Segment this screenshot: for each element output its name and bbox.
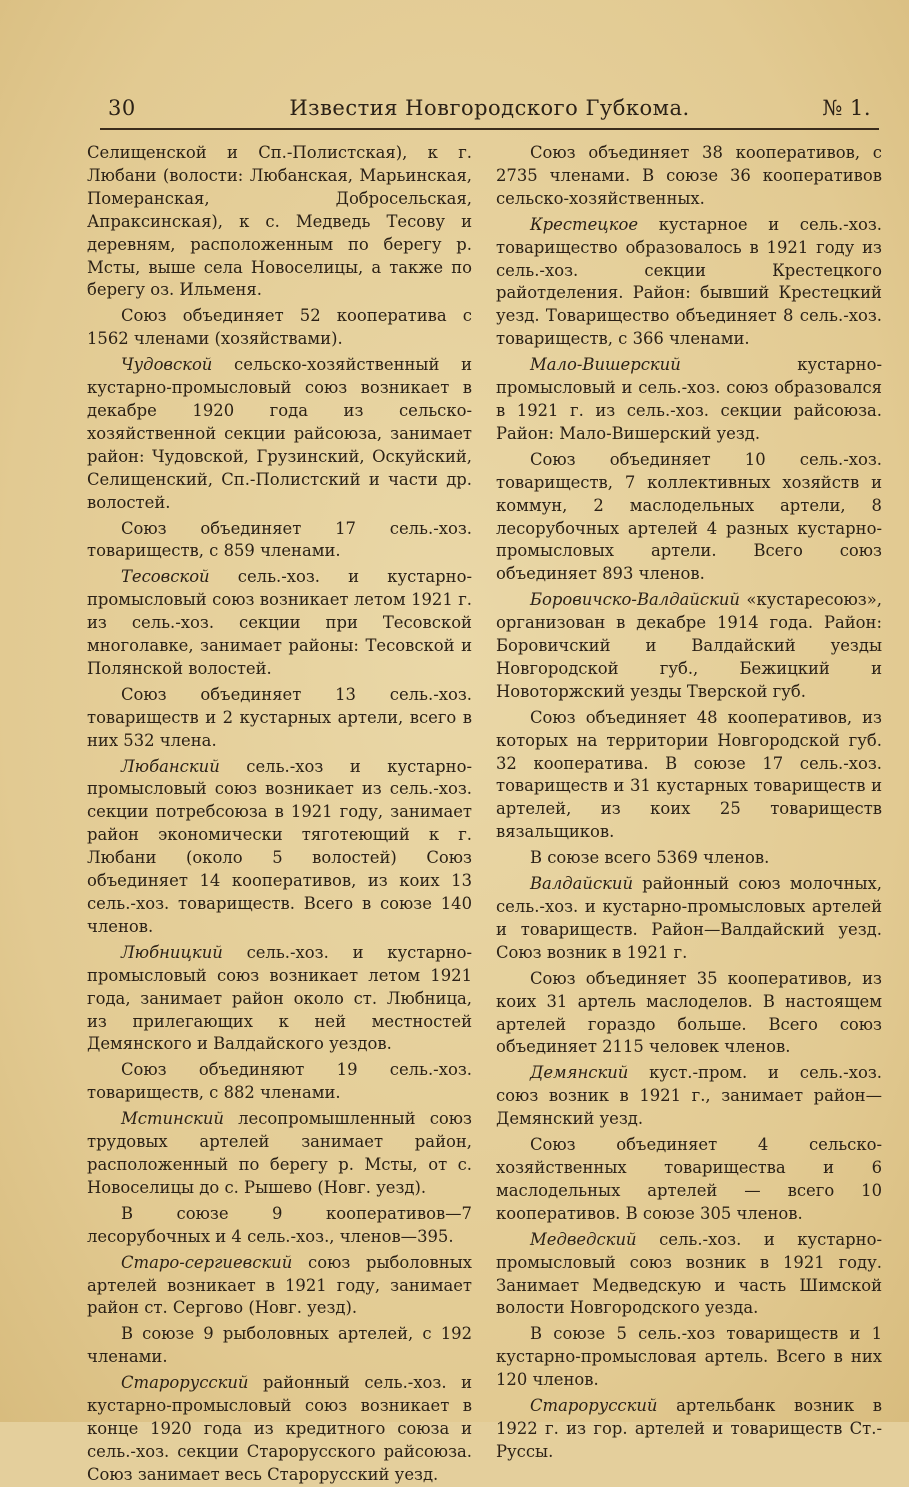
union-name: Старорусский [121, 1373, 249, 1393]
paragraph-text: сель.-хоз и кустарно-промысловый союз возникает из сель.-хоз. секции потребсоюза в 1921 году, занимает район экономически тяготеющий к г. Любани (около 5 волостей) Союз объединяет 14 кооперативов, из коих 13 сель.-хоз. товариществ. Всего в союзе 140 членов. [87, 756, 472, 936]
paragraph [87, 1372, 472, 1487]
paragraph [496, 589, 882, 704]
paragraph [87, 942, 472, 1057]
paragraph-text: Селищенской и Сп.-Полистская), к г. Любани (волости: Любанская, Марьинская, Померанская, Добросельская, Апраксинская), к с. Медведь Тесову и деревням, расположенным по берегу р. Мсты, выше села Новоселицы, а также по берегу оз. Ильменя. [87, 143, 472, 300]
paragraph [87, 1203, 472, 1249]
paragraph-text: «кустаресоюз», организован в декабре 1914 года. Район: Боровичский и Валдайский уезды Новгородской губ., Бежицкий и Новоторжский уезды Тверской губ. [496, 590, 882, 701]
paragraph-text: сельско-хозяйственный и кустарно-промысловый союз возникает в декабре 1920 года из сельско-хозяйственной секции райсоюза, занимает район: Чудовской, Грузинский, Оскуйский, Селищенский, Сп.-Полистский и части др. волостей. [87, 355, 472, 512]
paragraph [87, 756, 472, 939]
paragraph [496, 214, 882, 351]
paragraph-text: кустарно-промысловый и сель.-хоз. союз образовался в 1921 г. из сель.-хоз. секции райсоюза. Район: Мало-Вишерский уезд. [496, 355, 882, 443]
paragraph-text: сель.-хоз. и кустарно-промысловый союз возник в 1921 году. Занимает Медведскую и часть Шимской волости Новгородского уезда. [496, 1229, 882, 1318]
paragraph-text: В союзе 5 сель.-хоз товариществ и 1 кустарно-промысловая артель. Всего в них 120 членов. [496, 1324, 882, 1390]
paragraph [496, 1229, 882, 1321]
paragraph-text: Союз объединяет 10 сель.-хоз. товариществ, 7 коллективных хозяйств и коммун, 2 маслодельных артели, 8 лесорубочных артелей 4 разных кустарно-промысловых артели. Всего союз объединяет 893 членов. [496, 449, 882, 584]
paragraph [87, 354, 472, 514]
paragraph-text: Союз объединяет 4 сельско-хозяйственных товарищества и 6 маслодельных артелей — всего 10 кооперативов. В союзе 305 членов. [496, 1135, 882, 1223]
union-name: Боровичско-Валдайский [530, 590, 740, 610]
paragraph-text: куст.-пром. и сель.-хоз. союз возник в 1921 г., занимает район—Демянский уезд. [496, 1063, 882, 1129]
paragraph [496, 1323, 882, 1392]
paragraph [87, 142, 472, 302]
paragraph-text: сель.-хоз. и кустарно-промысловый союз возникает летом 1921 года, занимает район около ст. Любница, из прилегающих к ней местностей Демянского и Валдайского уездов. [87, 942, 472, 1054]
paragraph-text: Союз объединяет 38 кооперативов, с 2735 членами. В союзе 36 кооперативов сельско-хозяйственных. [496, 143, 882, 208]
paragraph [87, 1323, 472, 1369]
paragraph-text: артельбанк возник в 1922 г. из гор. артелей и товариществ Ст.-Руссы. [496, 1396, 882, 1461]
union-name: Тесовской [121, 567, 210, 587]
paragraph-text: Союз объединяет 17 сель.-хоз. товариществ, с 859 членами. [87, 518, 472, 561]
page-header [108, 96, 871, 130]
paragraph [87, 1108, 472, 1200]
union-name: Мстинский [121, 1109, 224, 1129]
paragraph [496, 1062, 882, 1131]
paragraph [496, 449, 882, 586]
paragraph-text: лесопромышленный союз трудовых артелей занимает район, расположенный по берегу р. Мсты, от с. Новоселицы до с. Рышево (Новг. уезд). [87, 1109, 472, 1197]
paragraph [87, 1252, 472, 1321]
paragraph-text: районный союз молочных, сель.-хоз. и кустарно-промысловых артелей и товариществ. Район—Валдайский уезд. Союз возник в 1921 г. [496, 874, 882, 962]
union-name: Старорусский [530, 1396, 658, 1416]
union-name: Чудовской [121, 355, 213, 375]
paragraph-text: Союз объединяют 19 сель.-хоз. товариществ, с 882 членами. [87, 1060, 472, 1103]
union-name: Крестецкое [530, 214, 639, 234]
paragraph-text: Союз объединяет 13 сель.-хоз. товариществ и 2 кустарных артели, всего в них 532 члена. [87, 684, 472, 750]
paragraph-text: кустарное и сель.-хоз. товарищество образовалось в 1921 году из сель.-хоз. секции Крестецкого райотделения. Район: бывший Крестецкий уезд. Товарищество объединяет 8 сель.-хоз. товариществ, с 366 членами. [496, 214, 882, 349]
paragraph [87, 1059, 472, 1105]
paragraph [87, 566, 472, 681]
union-name: Любницкий [121, 942, 223, 962]
union-name: Любанский [121, 756, 220, 776]
paragraph-text: В союзе всего 5369 членов. [530, 848, 770, 868]
paragraph-text: районный сель.-хоз. и кустарно-промысловый союз возникает в конце 1920 года из кредитного союза и сель.-хоз. секции Старорусского райсоюза. Союз занимает весь Старорусский уезд. [87, 1373, 472, 1484]
right-column [496, 142, 882, 1464]
paragraph-text: В союзе 9 рыболовных артелей, с 192 членами. [87, 1324, 472, 1367]
paragraph [87, 305, 472, 351]
union-name: Демянский [530, 1063, 629, 1083]
union-name: Старо-сергиевский [121, 1252, 293, 1272]
union-name: Медведский [530, 1229, 637, 1249]
paragraph [496, 847, 882, 870]
union-name: Мало-Вишерский [530, 355, 681, 375]
paragraph-text: Союз объединяет 35 кооперативов, из коих 31 артель маслоделов. В настоящем артелей гораздо больше. Всего союз объединяет 2115 человек членов. [496, 968, 882, 1057]
paragraph [496, 1134, 882, 1226]
issue-number: № 1. [822, 96, 871, 120]
paragraph [87, 518, 472, 564]
paragraph-text: Союз объединяет 52 кооператива с 1562 членами (хозяйствами). [87, 306, 472, 349]
left-column [87, 142, 472, 1487]
header-rule [100, 128, 879, 130]
paragraph [496, 354, 882, 446]
paragraph [496, 873, 882, 965]
paragraph [496, 968, 882, 1060]
paragraph-text: сель.-хоз. и кустарно-промысловый союз возникает летом 1921 г. из сель.-хоз. секции при Тесовской многолавке, занимает районы: Тесовской и Полянской волостей. [87, 567, 472, 678]
paragraph [496, 142, 882, 211]
paragraph-text: В союзе 9 кооперативов—7 лесорубочных и 4 сель.-хоз., членов—395. [87, 1203, 472, 1246]
paragraph-text: союз рыболовных артелей возникает в 1921 году, занимает район ст. Сергово (Новг. уезд). [87, 1252, 472, 1318]
union-name: Валдайский [530, 874, 634, 894]
paragraph [496, 1395, 882, 1464]
page-number: 30 [108, 96, 136, 120]
paragraph-text: Союз объединяет 48 кооперативов, из которых на территории Новгородской губ. 32 кооператива. В союзе 17 сель.-хоз. товариществ и 31 кустарных товариществ и артелей, из коих 25 товариществ вязальщиков. [496, 707, 882, 842]
paragraph [496, 707, 882, 844]
journal-title: Известия Новгородского Губкома. [289, 96, 690, 120]
paragraph [87, 684, 472, 753]
